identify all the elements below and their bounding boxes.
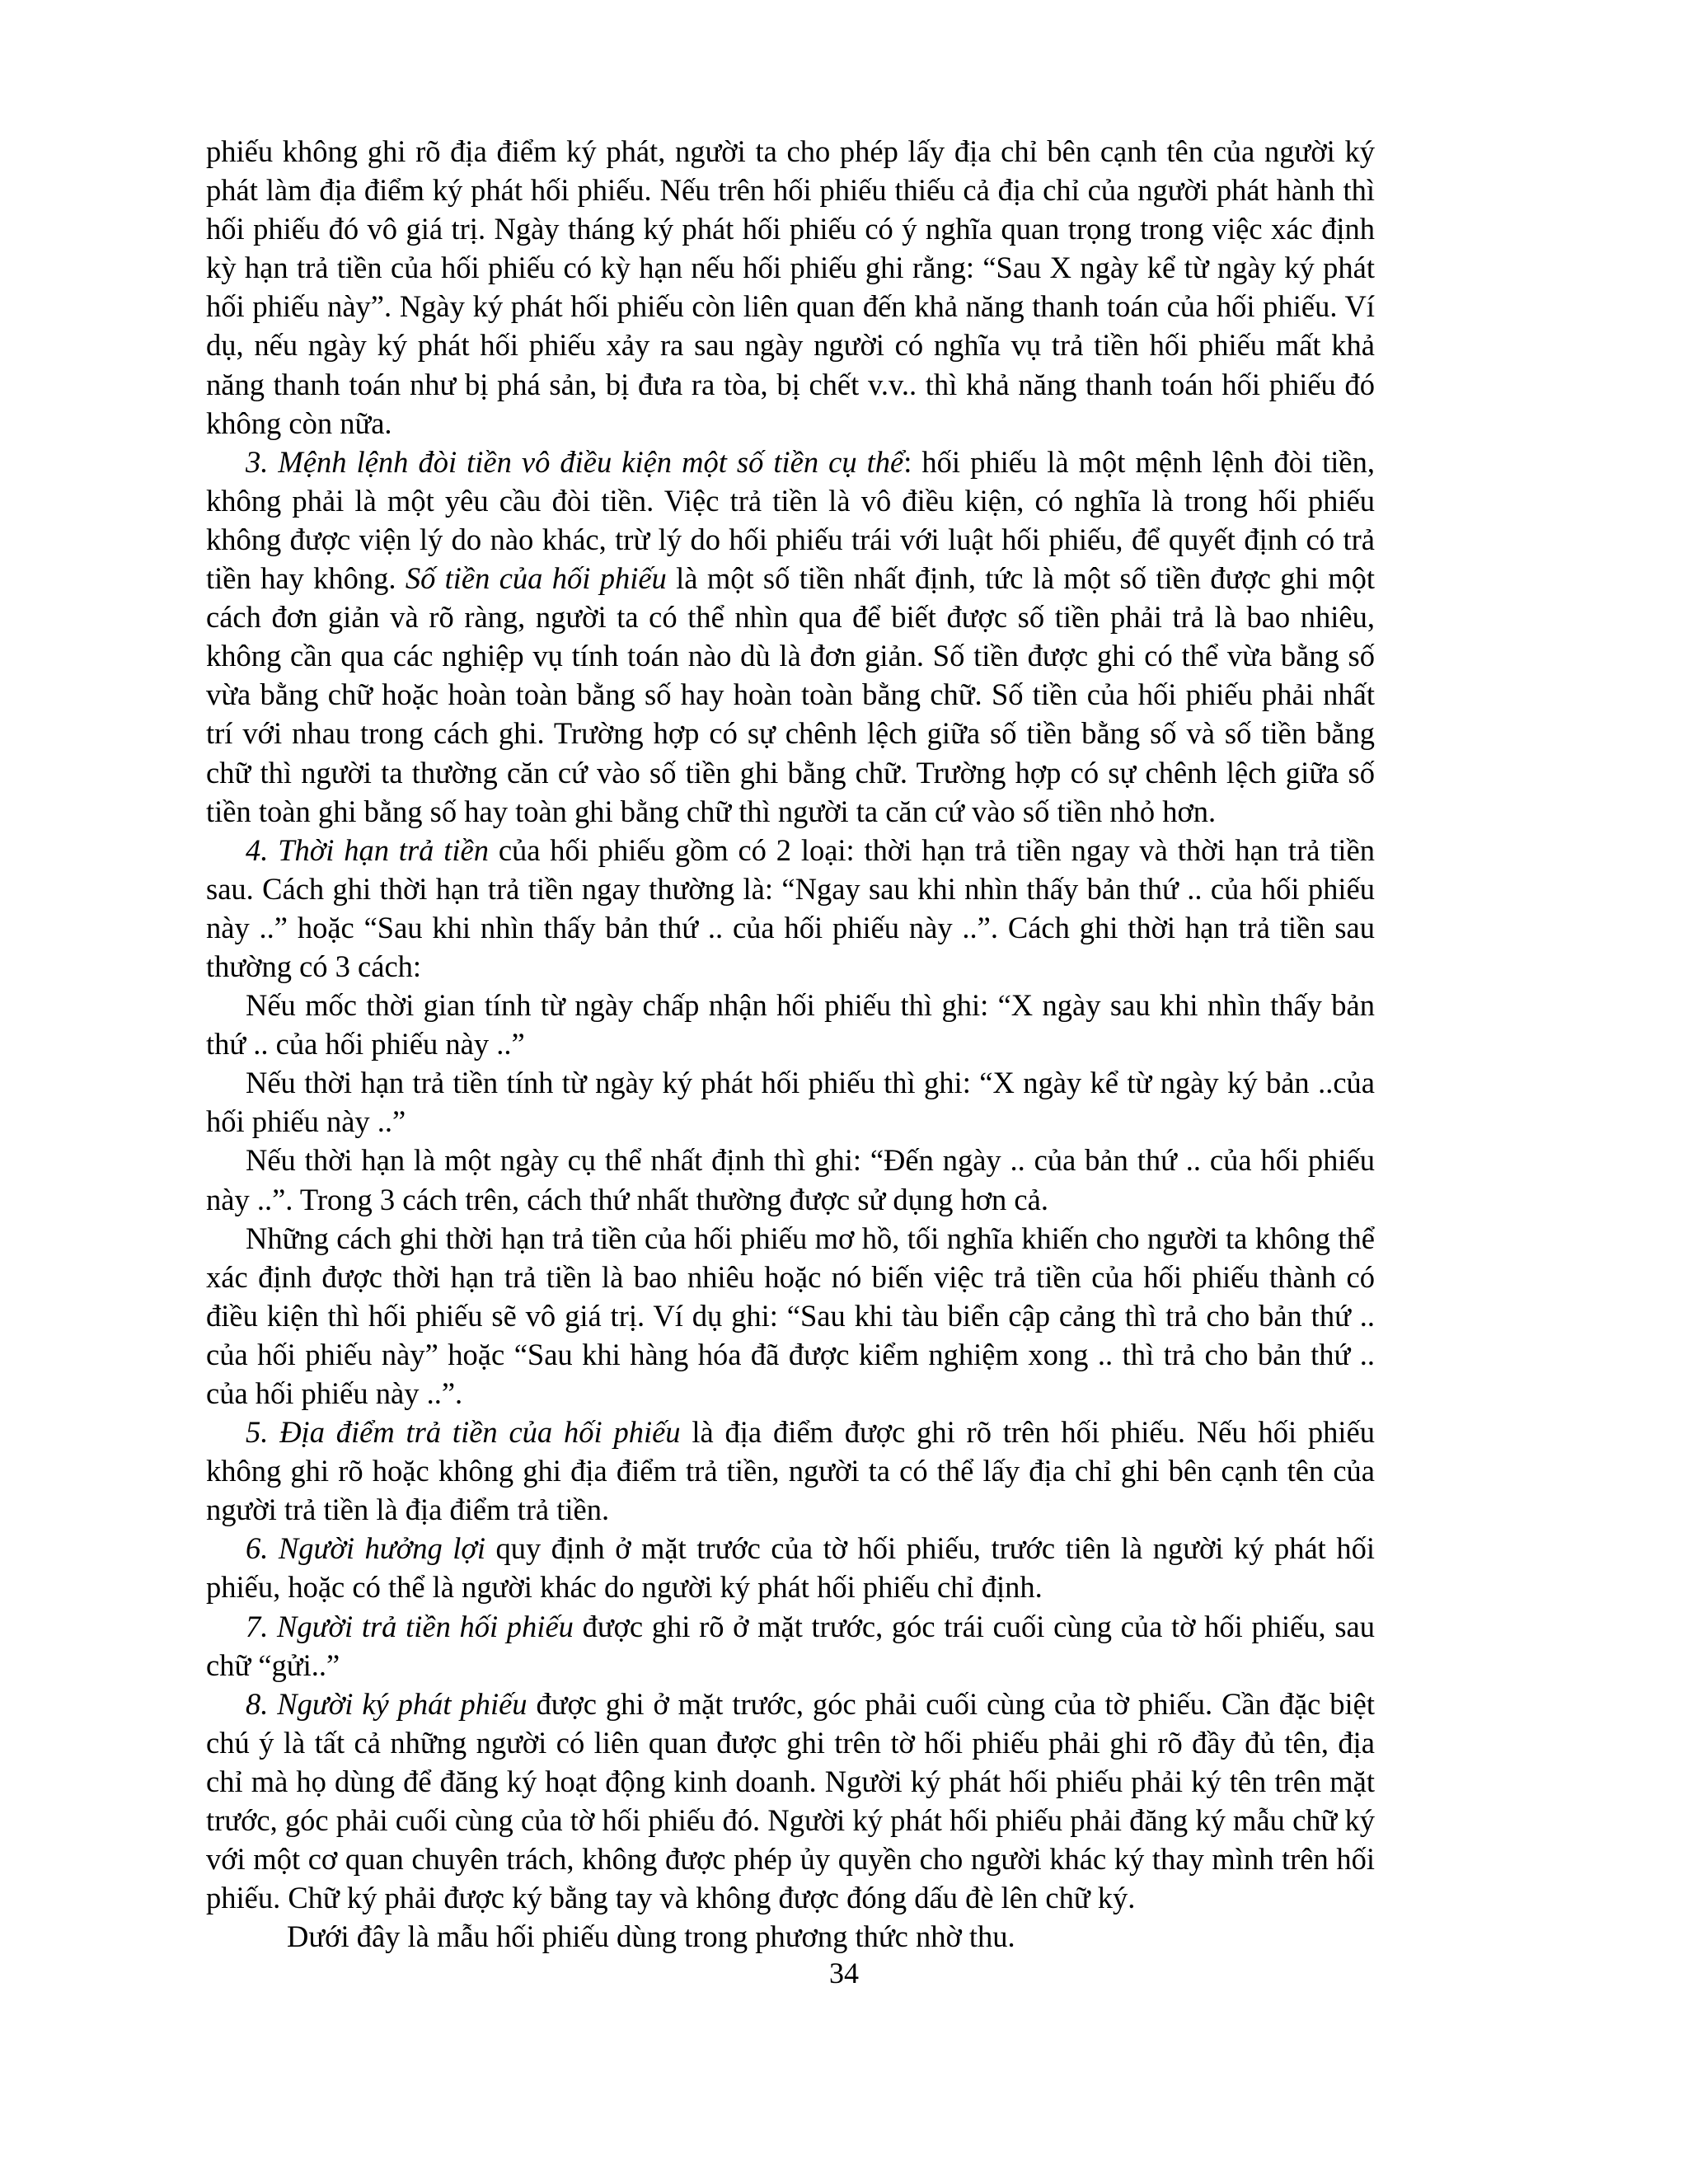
page-number: 34: [829, 1957, 859, 1990]
item-6-paragraph: [206, 1529, 1375, 1606]
item-6-text: quy định ở mặt trước của tờ hối phiếu, trước tiên là người ký phát hối phiếu, hoặc có thể là người khác do người ký phát hối phiếu chỉ định.: [206, 1531, 1375, 1605]
item-5-paragraph: [206, 1413, 1375, 1529]
way-2-paragraph: Nếu thời hạn trả tiền tính từ ngày ký phát hối phiếu thì ghi: “X ngày kể từ ngày ký bản ..của hối phiếu này ..”: [206, 1066, 1375, 1139]
item-5-heading: 5. Địa điểm trả tiền của hối phiếu: [246, 1415, 681, 1450]
vague-terms-paragraph: Những cách ghi thời hạn trả tiền của hối phiếu mơ hồ, tối nghĩa khiến cho người ta không thể xác định được thời hạn trả tiền là bao nhiêu hoặc nó biến việc trả tiền của hối phiếu thành có điều kiện thì hối phiếu sẽ vô giá trị. Ví dụ ghi: “Sau khi tàu biển cập cảng thì trả cho bản thứ .. của hối phiếu này” hoặc “Sau khi hàng hóa đã được kiểm nghiệm xong .. thì trả cho bản thứ .. của hối phiếu này ..”.: [206, 1221, 1375, 1410]
item-4-text: của hối phiếu gồm có 2 loại: thời hạn trả tiền ngay và thời hạn trả tiền sau. Cách ghi thời hạn trả tiền ngay thường là: “Ngay sau khi nhìn thấy bản thứ .. của hối phiếu này ..” hoặc “Sau khi nhìn thấy bản thứ .. của hối phiếu này ..”. Cách ghi thời hạn trả tiền sau thường có 3 cách:: [206, 832, 1375, 983]
way-3-paragraph: Nếu thời hạn là một ngày cụ thể nhất định thì ghi: “Đến ngày .. của bản thứ .. của hối phiếu này ..”. Trong 3 cách trên, cách thứ nhất thường được sử dụng hơn cả.: [206, 1143, 1375, 1216]
item-4-paragraph: [206, 831, 1375, 986]
item-5-text: là địa điểm được ghi rõ trên hối phiếu. Nếu hối phiếu không ghi rõ hoặc không ghi địa điểm trả tiền, người ta có thể lấy địa chỉ ghi bên cạnh tên của người trả tiền là địa điểm trả tiền.: [206, 1415, 1376, 1527]
item-3-text-part-1: : hối phiếu là một mệnh lệnh đòi tiền, không phải là một yêu cầu đòi tiền. Việc trả tiền là vô điều kiện, có nghĩa là trong hối phiếu không được viện lý do nào khác, trừ lý do hối phiếu trái với luật hối phiếu, để quyết định có trả tiền hay không.: [206, 444, 1375, 596]
item-8-text: được ghi ở mặt trước, góc phải cuối cùng của tờ phiếu. Cần đặc biệt chú ý là tất cả những người có liên quan được ghi trên tờ hối phiếu phải ghi rõ đầy đủ tên, địa chỉ mà họ dùng để đăng ký hoạt động kinh doanh. Người ký phát hối phiếu phải ký tên trên mặt trước, góc phải cuối cùng của tờ hối phiếu đó. Người ký phát hối phiếu phải đăng ký mẫu chữ ký với một cơ quan chuyên trách, không được phép ủy quyền cho người khác ký thay mình trên hối phiếu. Chữ ký phải được ký bằng tay và không được đóng dấu đè lên chữ ký.: [206, 1686, 1375, 1915]
closing-line: Dưới đây là mẫu hối phiếu dùng trong phương thức nhờ thu.: [287, 1919, 1015, 1954]
item-4-heading: 4. Thời hạn trả tiền: [246, 832, 489, 867]
intro-paragraph: phiếu không ghi rõ địa điểm ký phát, người ta cho phép lấy địa chỉ bên cạnh tên của người ký phát làm địa điểm ký phát hối phiếu. Nếu trên hối phiếu thiếu cả địa chỉ của người phát hành thì hối phiếu đó vô giá trị. Ngày tháng ký phát hối phiếu có ý nghĩa quan trọng trong việc xác định kỳ hạn trả tiền của hối phiếu có kỳ hạn nếu hối phiếu ghi rằng: “Sau X ngày kể từ ngày ký phát hối phiếu này”. Ngày ký phát hối phiếu còn liên quan đến khả năng thanh toán của hối phiếu. Ví dụ, nếu ngày ký phát hối phiếu xảy ra sau ngày người có nghĩa vụ trả tiền hối phiếu mất khả năng thanh toán như bị phá sản, bị đưa ra tòa, bị chết v.v.. thì khả năng thanh toán hối phiếu đó không còn nữa.: [206, 134, 1375, 440]
item-3-paragraph: [206, 443, 1375, 831]
item-6-heading: 6. Người hưởng lợi: [246, 1531, 485, 1566]
item-7-heading: 7. Người trả tiền hối phiếu: [246, 1609, 574, 1643]
item-8-paragraph: [206, 1685, 1375, 1918]
item-3-heading: 3. Mệnh lệnh đòi tiền vô điều kiện một số tiền cụ thể: [246, 444, 904, 479]
way-1-paragraph: Nếu mốc thời gian tính từ ngày chấp nhận hối phiếu thì ghi: “X ngày sau khi nhìn thấy bản thứ .. của hối phiếu này ..”: [206, 988, 1375, 1062]
item-3-emphasis: Số tiền của hối phiếu: [405, 561, 667, 596]
item-8-heading: 8. Người ký phát phiếu: [246, 1686, 528, 1721]
item-7-paragraph: [206, 1607, 1375, 1685]
item-7-text: được ghi rõ ở mặt trước, góc trái cuối cùng của tờ hối phiếu, sau chữ “gửi..”: [206, 1609, 1375, 1682]
page-body: [206, 132, 1375, 1956]
item-3-text-part-2: là một số tiền nhất định, tức là một số tiền được ghi một cách đơn giản và rõ ràng, người ta có thể nhìn qua để biết được số tiền phải trả là bao nhiêu, không cần qua các nghiệp vụ tính toán nào dù là đơn giản. Số tiền được ghi có thể vừa bằng số vừa bằng chữ hoặc hoàn toàn bằng số hay hoàn toàn bằng chữ. Số tiền của hối phiếu phải nhất trí với nhau trong cách ghi. Trường hợp có sự chênh lệch giữa số tiền bằng số và số tiền bằng chữ thì người ta thường căn cứ vào số tiền ghi bằng chữ. Trường hợp có sự chênh lệch giữa số tiền toàn ghi bằng số hay toàn ghi bằng chữ thì người ta căn cứ vào số tiền nhỏ hơn.: [206, 561, 1376, 828]
